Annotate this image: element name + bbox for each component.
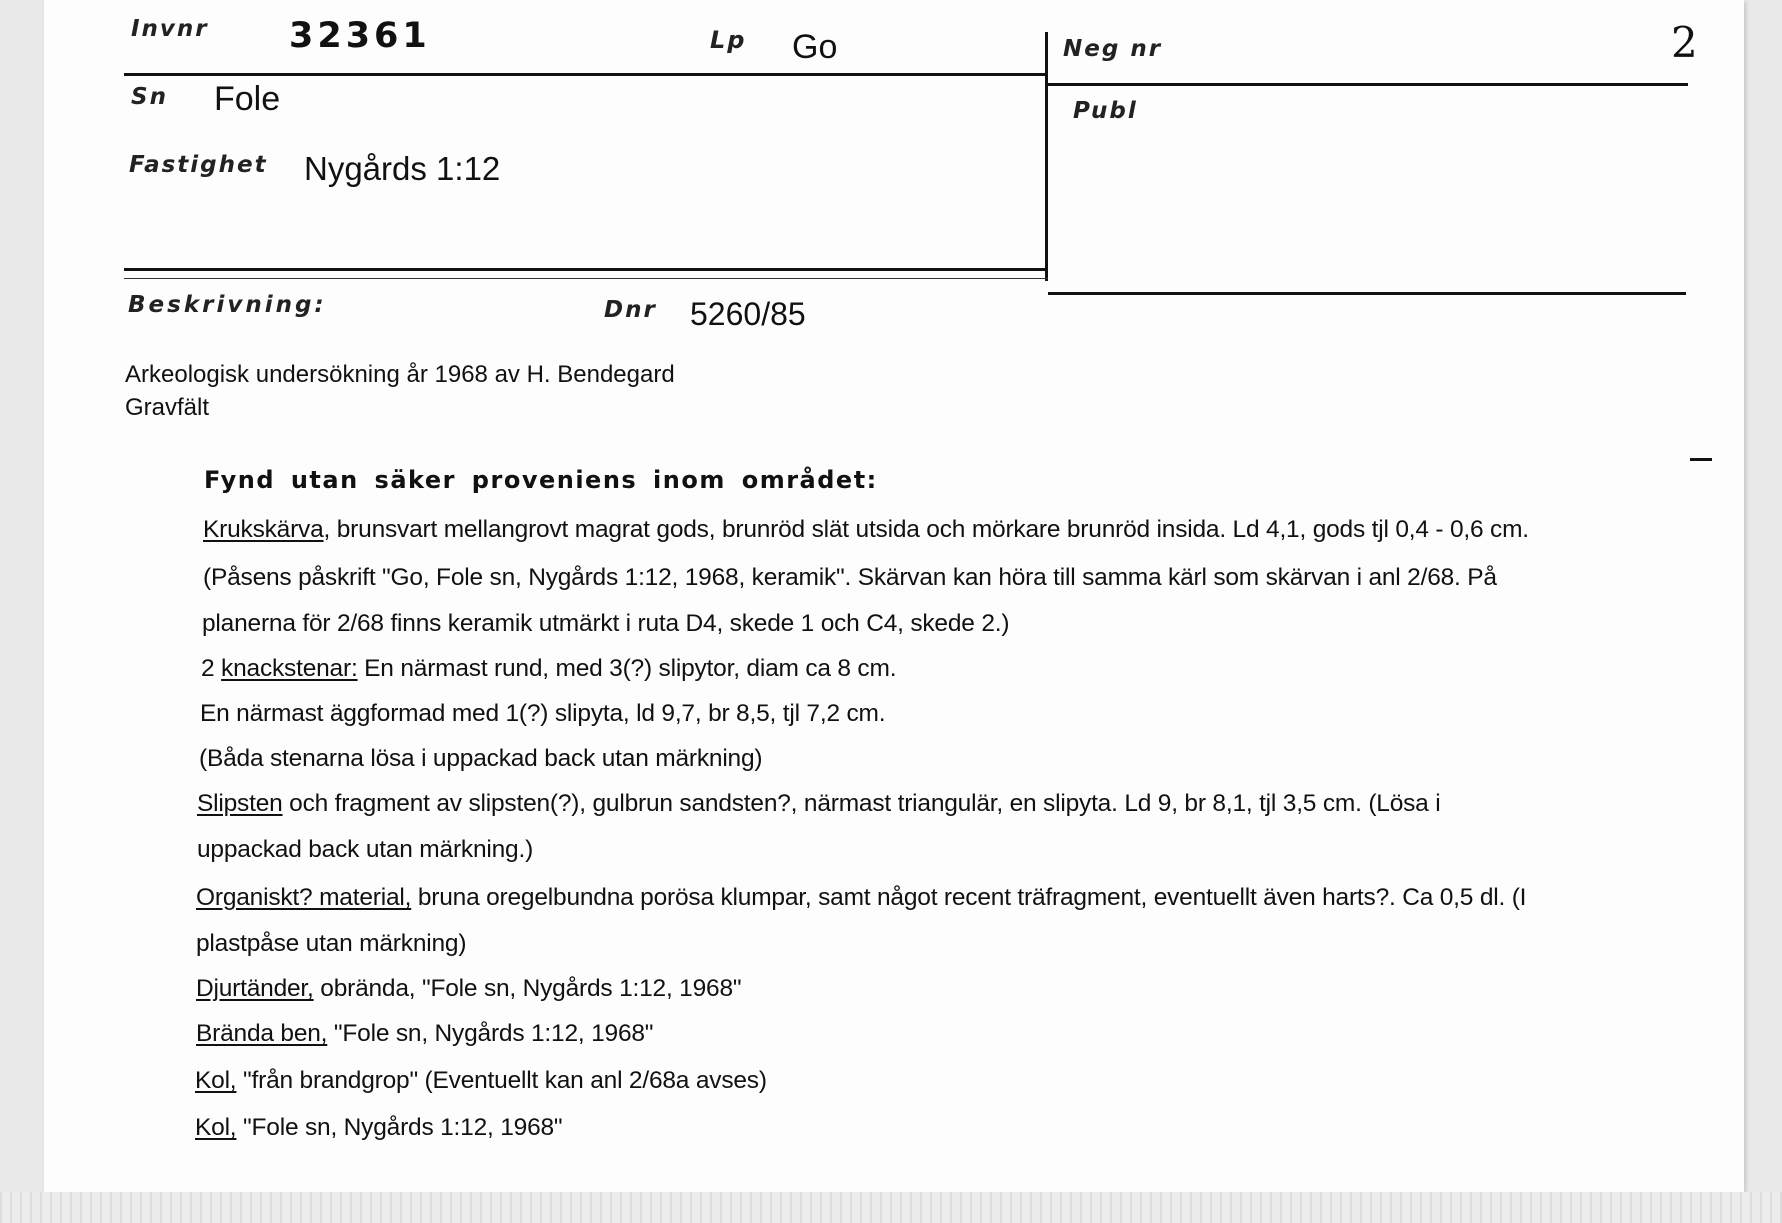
fastighet-label: Fastighet [129,152,268,178]
lp-value: Go [792,28,838,66]
lp-label: Lp [710,26,747,54]
catalog-card [44,0,1744,1192]
find-term: Krukskärva [203,516,324,543]
find-slipsten-line-1 [197,790,1440,818]
find-term: knackstenar: [221,655,358,682]
section-rule-shadow [124,278,1048,279]
find-knackstenar-line-3: (Båda stenarna lösa i uppackad back utan märkning) [199,745,763,772]
find-prefix: 2 [201,655,222,682]
publ-label: Publ [1073,98,1138,124]
find-organiskt-line-1 [196,884,1526,912]
find-text: och fragment av slipsten(?), gulbrun sandsten?, närmast triangulär, en slipyta. Ld 9, br 8,1, tjl 3,5 cm. (Lösa i [282,790,1441,817]
find-kol-1 [195,1067,767,1095]
find-krukskarva-line-1 [203,516,1529,544]
header-rule-right [1048,83,1688,86]
sn-label: Sn [131,84,168,110]
intro-line-2: Gravfält [125,394,210,421]
finds-heading: Fynd utan säker proveniens inom området: [204,466,878,494]
find-term: Brända ben, [196,1020,328,1047]
find-term: Djurtänder, [196,975,314,1002]
header-divider [1045,32,1048,281]
dnr-value: 5260/85 [690,296,806,332]
find-krukskarva-line-3: planerna för 2/68 finns keramik utmärkt i ruta D4, skede 1 och C4, skede 2.) [202,610,1010,637]
find-term: Kol, [195,1067,237,1094]
section-rule-right [1048,292,1686,295]
card-number: 2 [1671,18,1698,67]
find-term: Slipsten [197,790,283,817]
invnr-value: 32361 [289,16,431,56]
find-term: Organiskt? material, [196,884,412,911]
find-text: bruna oregelbundna porösa klumpar, samt något recent träfragment, eventuellt även harts?. Ca 0,5 dl. (I [411,884,1527,911]
find-term: Kol, [195,1114,237,1141]
section-rule-left [124,268,1048,271]
beskrivning-label: Beskrivning: [128,292,327,318]
scan-edge-strip [0,1192,1782,1223]
find-text: "Fole sn, Nygårds 1:12, 1968" [236,1114,563,1141]
find-text: "från brandgrop" (Eventuellt kan anl 2/68a avses) [236,1067,767,1094]
find-branda-ben [196,1020,653,1048]
find-slipsten-line-2: uppackad back utan märkning.) [197,836,534,863]
find-text: "Fole sn, Nygårds 1:12, 1968" [327,1020,654,1047]
find-knackstenar-line-1 [201,655,896,683]
margin-mark [1690,458,1712,461]
header-rule-left [124,73,1048,76]
find-text: obrända, "Fole sn, Nygårds 1:12, 1968" [313,975,742,1002]
find-krukskarva-line-2: (Påsens påskrift "Go, Fole sn, Nygårds 1:12, 1968, keramik". Skärvan kan höra till samma kärl som skärvan i anl 2/68. På [203,564,1497,591]
find-kol-2 [195,1114,562,1142]
invnr-label: Invnr [131,16,209,42]
sn-value: Fole [214,80,281,118]
neg-nr-label: Neg nr [1063,36,1163,62]
find-text: , brunsvart mellangrovt magrat gods, brunröd slät utsida och mörkare brunröd insida. Ld 4,1, gods tjl 0,4 - 0,6 cm. [323,516,1529,543]
find-knackstenar-line-2: En närmast äggformad med 1(?) slipyta, ld 9,7, br 8,5, tjl 7,2 cm. [200,700,886,727]
intro-line-1: Arkeologisk undersökning år 1968 av H. Bendegard [125,361,675,388]
fastighet-value: Nygårds 1:12 [304,150,501,187]
find-organiskt-line-2: plastpåse utan märkning) [196,930,467,957]
dnr-label: Dnr [604,297,657,323]
find-djurtander [196,975,741,1003]
find-text: En närmast rund, med 3(?) slipytor, diam ca 8 cm. [357,655,897,682]
